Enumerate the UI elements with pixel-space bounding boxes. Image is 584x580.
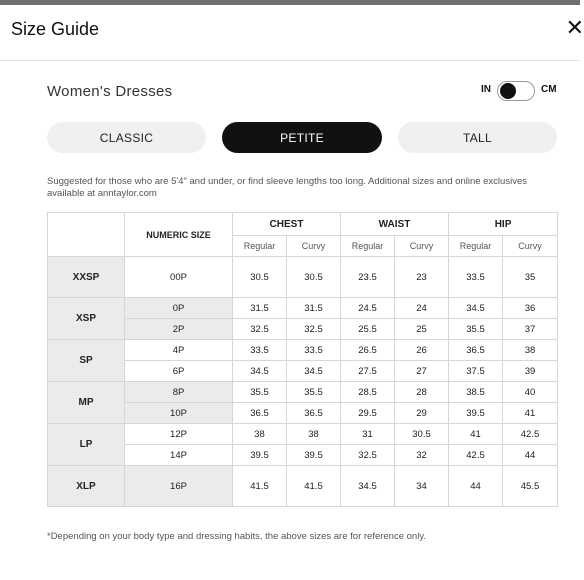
hip-regular: 38.5	[449, 382, 503, 403]
close-icon[interactable]: ✕	[565, 15, 584, 40]
size-label: XLP	[48, 466, 125, 507]
unit-label-cm[interactable]: CM	[541, 84, 557, 95]
waist-regular-header: Regular	[341, 236, 395, 257]
waist-curvy: 29	[395, 403, 449, 424]
footnote: *Depending on your body type and dressing habits, the above sizes are for reference only.	[47, 531, 427, 542]
table-row	[48, 361, 558, 382]
chest-curvy: 39.5	[287, 445, 341, 466]
hip-regular: 41	[449, 424, 503, 445]
chest-curvy: 32.5	[287, 319, 341, 340]
waist-regular: 32.5	[341, 445, 395, 466]
unit-toggle[interactable]	[497, 81, 535, 101]
hip-curvy: 45.5	[503, 466, 558, 507]
waist-header: WAIST	[341, 213, 449, 236]
numeric-size: 12P	[125, 424, 233, 445]
waist-regular: 26.5	[341, 340, 395, 361]
hip-regular: 34.5	[449, 298, 503, 319]
waist-regular: 34.5	[341, 466, 395, 507]
waist-curvy: 30.5	[395, 424, 449, 445]
waist-regular: 23.5	[341, 257, 395, 298]
chest-curvy: 30.5	[287, 257, 341, 298]
hip-regular: 33.5	[449, 257, 503, 298]
table-row	[48, 403, 558, 424]
size-label: LP	[48, 424, 125, 466]
hip-curvy: 35	[503, 257, 558, 298]
hip-curvy: 36	[503, 298, 558, 319]
modal-title: Size Guide	[11, 19, 100, 39]
fit-note: Suggested for those who are 5'4" and under, or find sleeve lengths too long. Additional sizes and online exclusives available at anntaylor.com	[47, 176, 527, 199]
hip-regular-header: Regular	[449, 236, 503, 257]
chest-curvy: 33.5	[287, 340, 341, 361]
chest-regular: 30.5	[233, 257, 287, 298]
modal-header	[0, 5, 584, 61]
chest-regular: 38	[233, 424, 287, 445]
waist-curvy: 27	[395, 361, 449, 382]
chest-regular: 32.5	[233, 319, 287, 340]
waist-regular: 27.5	[341, 361, 395, 382]
waist-curvy-header: Curvy	[395, 236, 449, 257]
hip-regular: 42.5	[449, 445, 503, 466]
hip-regular: 37.5	[449, 361, 503, 382]
chest-regular-header: Regular	[233, 236, 287, 257]
table-row	[48, 340, 558, 361]
chest-regular: 33.5	[233, 340, 287, 361]
hip-regular: 35.5	[449, 319, 503, 340]
chest-curvy: 38	[287, 424, 341, 445]
waist-regular: 28.5	[341, 382, 395, 403]
hip-regular: 44	[449, 466, 503, 507]
hip-curvy: 37	[503, 319, 558, 340]
table-row	[48, 466, 558, 507]
tab-petite[interactable]: PETITE	[222, 122, 382, 153]
table-row	[48, 257, 558, 298]
hip-curvy: 40	[503, 382, 558, 403]
size-label: MP	[48, 382, 125, 424]
hip-curvy-header: Curvy	[503, 236, 558, 257]
chest-curvy: 31.5	[287, 298, 341, 319]
numeric-size: 00P	[125, 257, 233, 298]
chest-curvy: 41.5	[287, 466, 341, 507]
waist-curvy: 25	[395, 319, 449, 340]
waist-regular: 31	[341, 424, 395, 445]
chest-regular: 31.5	[233, 298, 287, 319]
waist-regular: 29.5	[341, 403, 395, 424]
size-table	[47, 212, 558, 507]
numeric-size: 4P	[125, 340, 233, 361]
chest-curvy: 36.5	[287, 403, 341, 424]
numeric-size: 8P	[125, 382, 233, 403]
numeric-size: 0P	[125, 298, 233, 319]
chest-header: CHEST	[233, 213, 341, 236]
numeric-size: 16P	[125, 466, 233, 507]
hip-curvy: 42.5	[503, 424, 558, 445]
waist-curvy: 32	[395, 445, 449, 466]
size-label: SP	[48, 340, 125, 382]
chest-regular: 34.5	[233, 361, 287, 382]
numeric-size-header: NUMERIC SIZE	[125, 213, 233, 257]
chest-curvy: 34.5	[287, 361, 341, 382]
table-row	[48, 382, 558, 403]
hip-header: HIP	[449, 213, 558, 236]
waist-curvy: 34	[395, 466, 449, 507]
hip-curvy: 44	[503, 445, 558, 466]
hip-curvy: 41	[503, 403, 558, 424]
table-row	[48, 424, 558, 445]
unit-label-in[interactable]: IN	[481, 84, 491, 95]
waist-regular: 24.5	[341, 298, 395, 319]
waist-regular: 25.5	[341, 319, 395, 340]
toggle-knob	[500, 83, 516, 99]
numeric-size: 14P	[125, 445, 233, 466]
waist-curvy: 23	[395, 257, 449, 298]
hip-curvy: 38	[503, 340, 558, 361]
numeric-size: 6P	[125, 361, 233, 382]
table-row	[48, 445, 558, 466]
corner-cell	[48, 213, 125, 257]
table-row	[48, 298, 558, 319]
chest-regular: 39.5	[233, 445, 287, 466]
waist-curvy: 26	[395, 340, 449, 361]
section-title: Women's Dresses	[47, 83, 173, 100]
chest-regular: 35.5	[233, 382, 287, 403]
numeric-size: 2P	[125, 319, 233, 340]
numeric-size: 10P	[125, 403, 233, 424]
waist-curvy: 24	[395, 298, 449, 319]
table-row	[48, 319, 558, 340]
chest-regular: 41.5	[233, 466, 287, 507]
chest-curvy-header: Curvy	[287, 236, 341, 257]
tab-classic[interactable]: CLASSIC	[47, 122, 206, 153]
waist-curvy: 28	[395, 382, 449, 403]
hip-curvy: 39	[503, 361, 558, 382]
hip-regular: 36.5	[449, 340, 503, 361]
size-label: XXSP	[48, 257, 125, 298]
hip-regular: 39.5	[449, 403, 503, 424]
tab-tall[interactable]: TALL	[398, 122, 557, 153]
chest-regular: 36.5	[233, 403, 287, 424]
size-label: XSP	[48, 298, 125, 340]
chest-curvy: 35.5	[287, 382, 341, 403]
